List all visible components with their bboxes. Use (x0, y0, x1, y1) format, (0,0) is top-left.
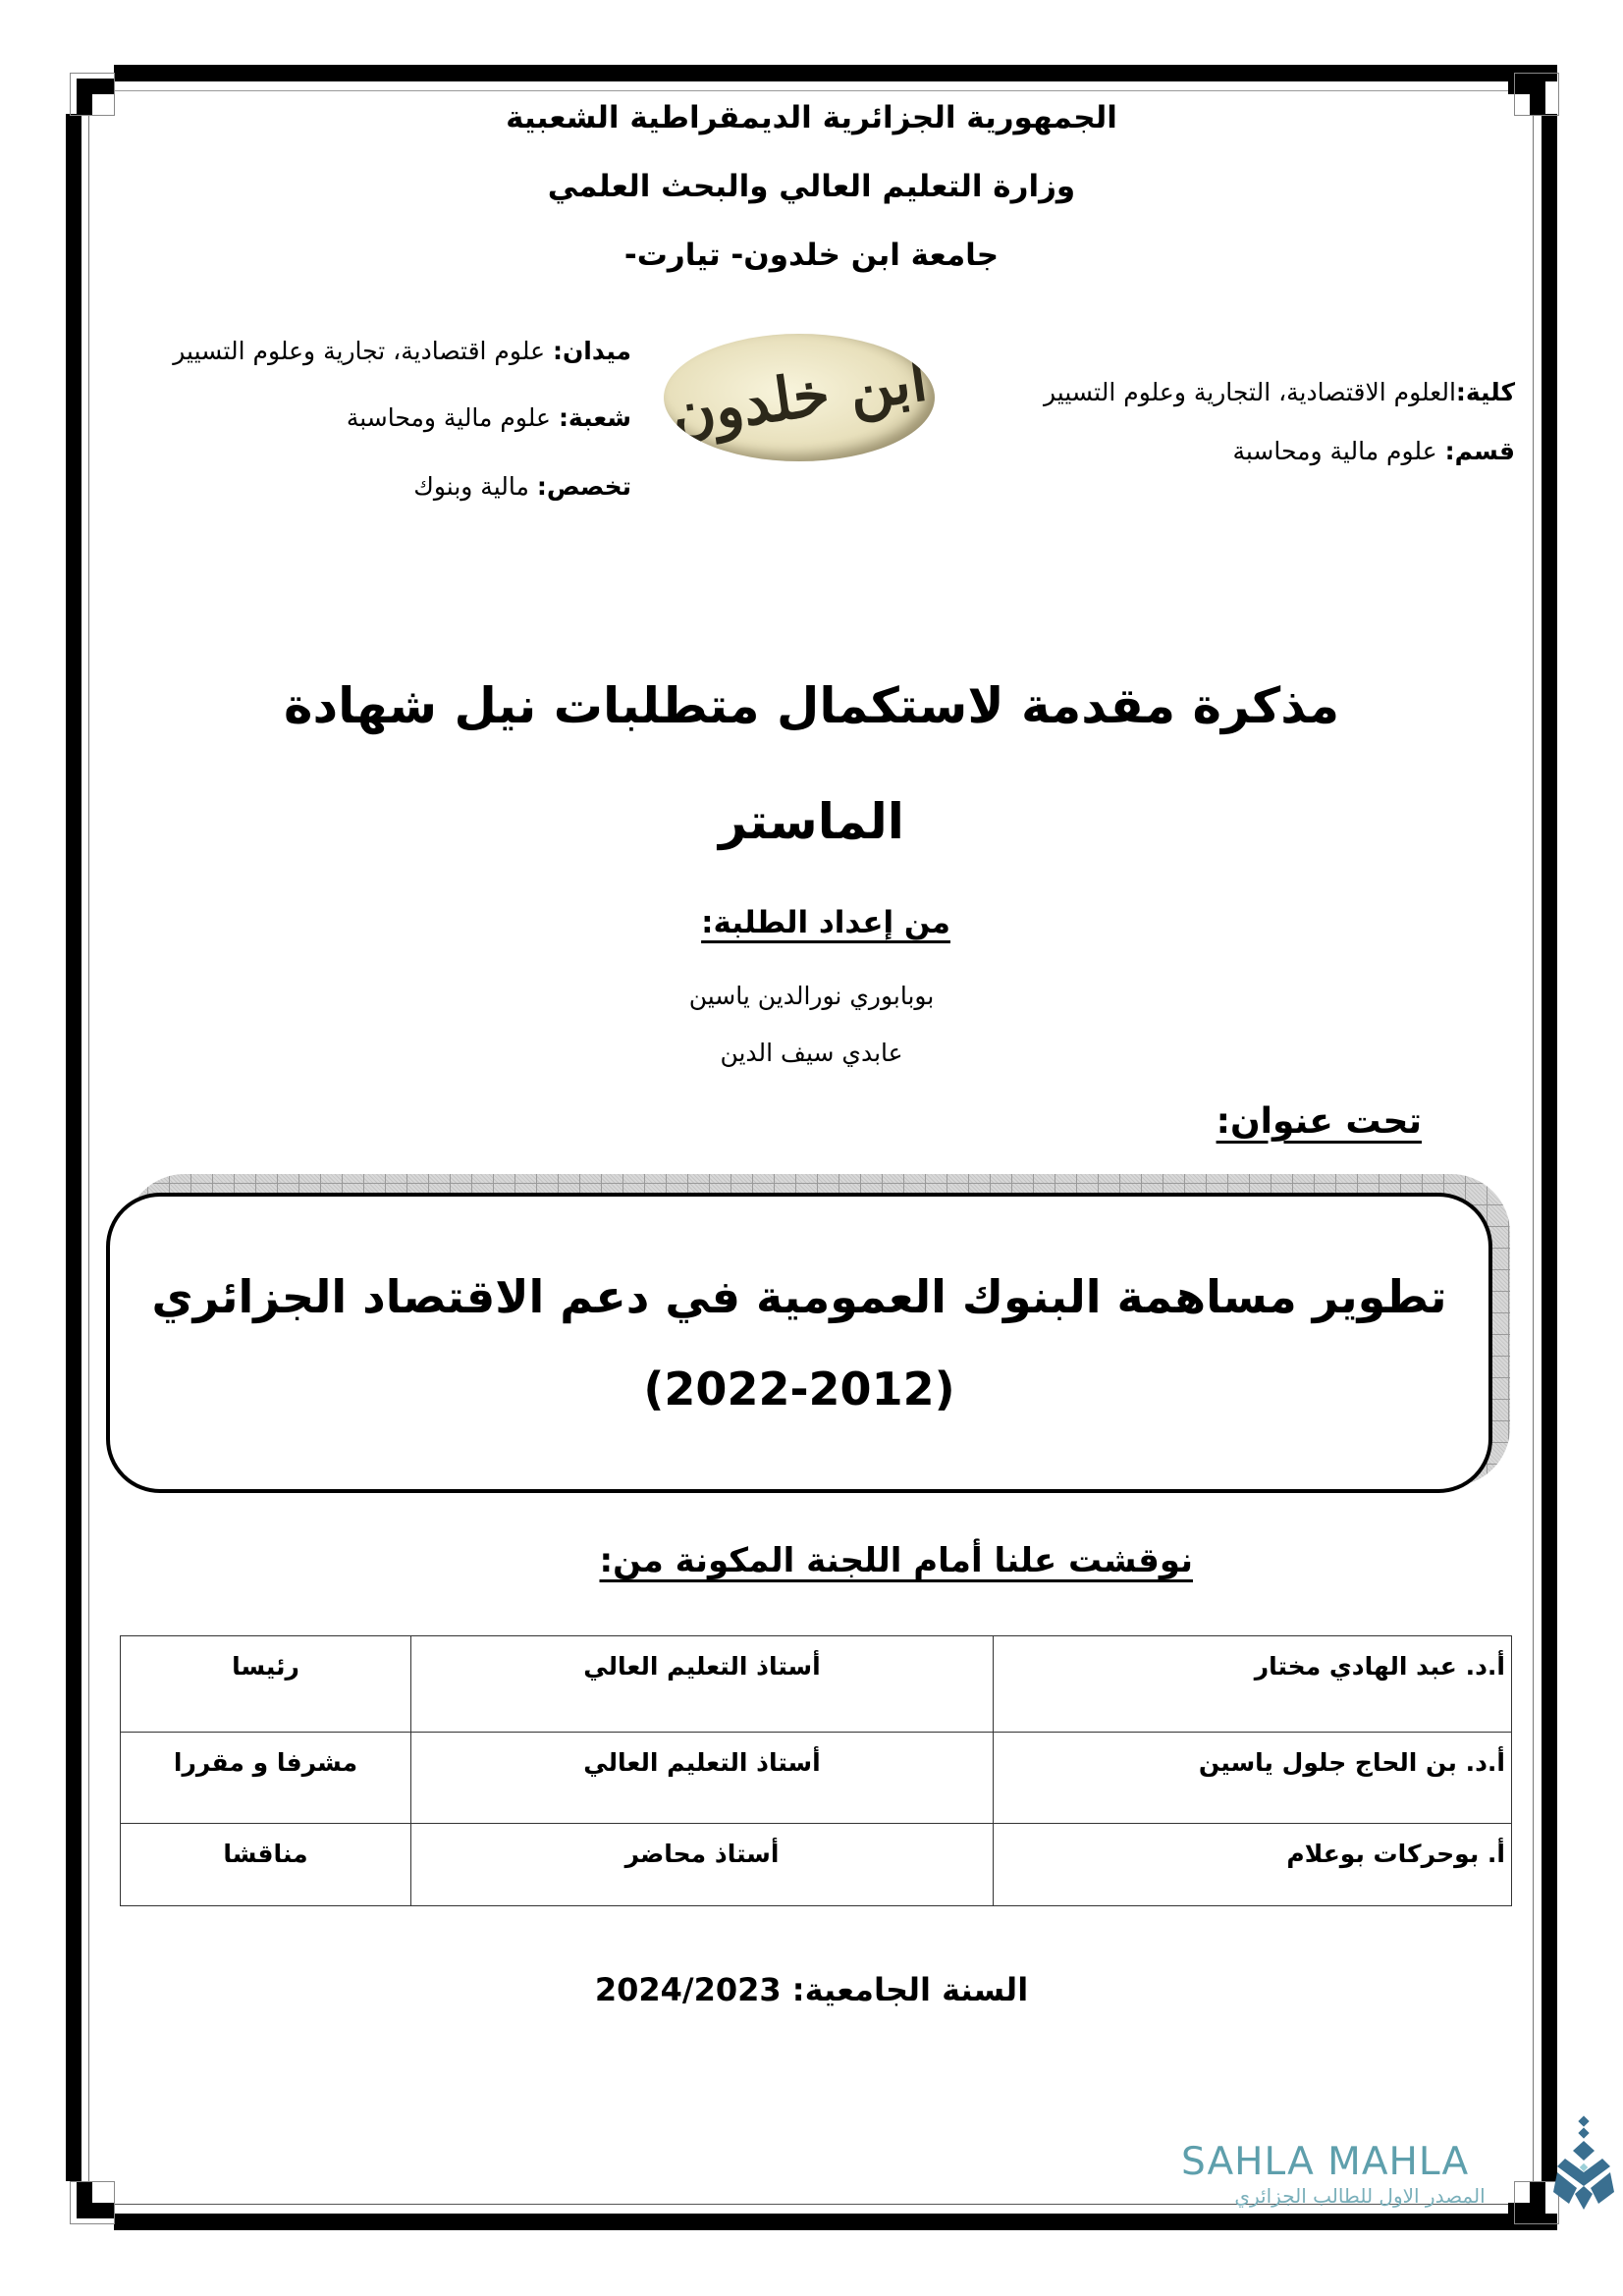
program-info (160, 322, 631, 516)
faculty-label: كلية: (1455, 378, 1515, 406)
specialty-label: تخصص: (536, 472, 631, 501)
member-name: أ.د. بن الحاج جلول ياسين (994, 1733, 1512, 1824)
university-name: جامعة ابن خلدون- تيارت- (623, 238, 1000, 273)
watermark-tagline: المصدر الاول للطالب الجزائري (1234, 2184, 1486, 2208)
republic-name: الجمهورية الجزائرية الديمقراطية الشعبية (506, 100, 1117, 135)
watermark-brand: SAHLA MAHLA (1181, 2140, 1470, 2184)
department-label: قسم: (1444, 437, 1515, 465)
specialty-value: مالية وبنوك (413, 472, 529, 501)
student-name-2: عابدي سيف الدين (720, 1039, 903, 1067)
corner-outline-bottom-left (70, 2181, 115, 2224)
thesis-title-box (106, 1193, 1492, 1493)
branch-value: علوم مالية ومحاسبة (346, 403, 551, 432)
sahla-mahla-logo-icon (1551, 2115, 1616, 2218)
specialty-line (160, 457, 631, 516)
committee-heading: نوقشت علنا أمام اللجنة المكونة من: (599, 1541, 1193, 1580)
thesis-statement-line2: الماستر (719, 793, 904, 850)
academic-year: السنة الجامعية: 2024/2023 (594, 1971, 1029, 2008)
department-value: علوم مالية ومحاسبة (1232, 437, 1437, 465)
border-top-thick (114, 65, 1557, 81)
border-bottom-thick (114, 2214, 1557, 2230)
title-heading: تحت عنوان: (1216, 1101, 1422, 1142)
field-value: علوم اقتصادية، تجارية وعلوم التسيير (173, 337, 546, 365)
committee-table (120, 1635, 1512, 1906)
branch-label: شعبة: (558, 403, 631, 432)
member-rank: أستاذ التعليم العالي (411, 1636, 994, 1733)
border-top-thin (114, 90, 1538, 91)
ministry-name: وزارة التعليم العالي والبحث العلمي (547, 169, 1076, 204)
university-seal-glyph: ابن خلدون (667, 346, 932, 450)
branch-line (160, 389, 631, 448)
border-left-thick (66, 114, 81, 2181)
department-line (1004, 422, 1515, 481)
border-right-thin (1533, 114, 1534, 2181)
thesis-statement-line1: مذكرة مقدمة لاستكمال متطلبات نيل شهادة (283, 677, 1340, 734)
faculty-value: العلوم الاقتصادية، التجارية وعلوم التسيير (1044, 378, 1456, 406)
field-label: ميدان: (552, 337, 631, 365)
committee-row (121, 1824, 1512, 1906)
member-rank: أستاذ التعليم العالي (411, 1733, 994, 1824)
university-seal-logo (664, 334, 935, 461)
member-rank: أستاذ محاضر (411, 1824, 994, 1906)
committee-row (121, 1733, 1512, 1824)
member-name: أ. بوحركات بوعلام (994, 1824, 1512, 1906)
thesis-title: تطوير مساهمة البنوك العمومية في دعم الاقتصاد الجزائري (151, 1270, 1447, 1323)
border-left-thin (88, 114, 89, 2181)
member-role: مشرفا و مقررا (121, 1733, 411, 1824)
student-name-1: بوبابوري نورالدين ياسين (688, 982, 935, 1010)
member-name: أ.د. عبد الهادي مختار (994, 1636, 1512, 1733)
border-right-thick (1542, 114, 1557, 2181)
faculty-line (1004, 363, 1515, 422)
committee-row (121, 1636, 1512, 1733)
member-role: رئيسا (121, 1636, 411, 1733)
students-heading: من إعداد الطلبة: (701, 905, 950, 940)
faculty-info (1004, 363, 1515, 481)
thesis-period: (2022-2012) (643, 1362, 955, 1415)
member-role: مناقشا (121, 1824, 411, 1906)
field-line (160, 322, 631, 381)
